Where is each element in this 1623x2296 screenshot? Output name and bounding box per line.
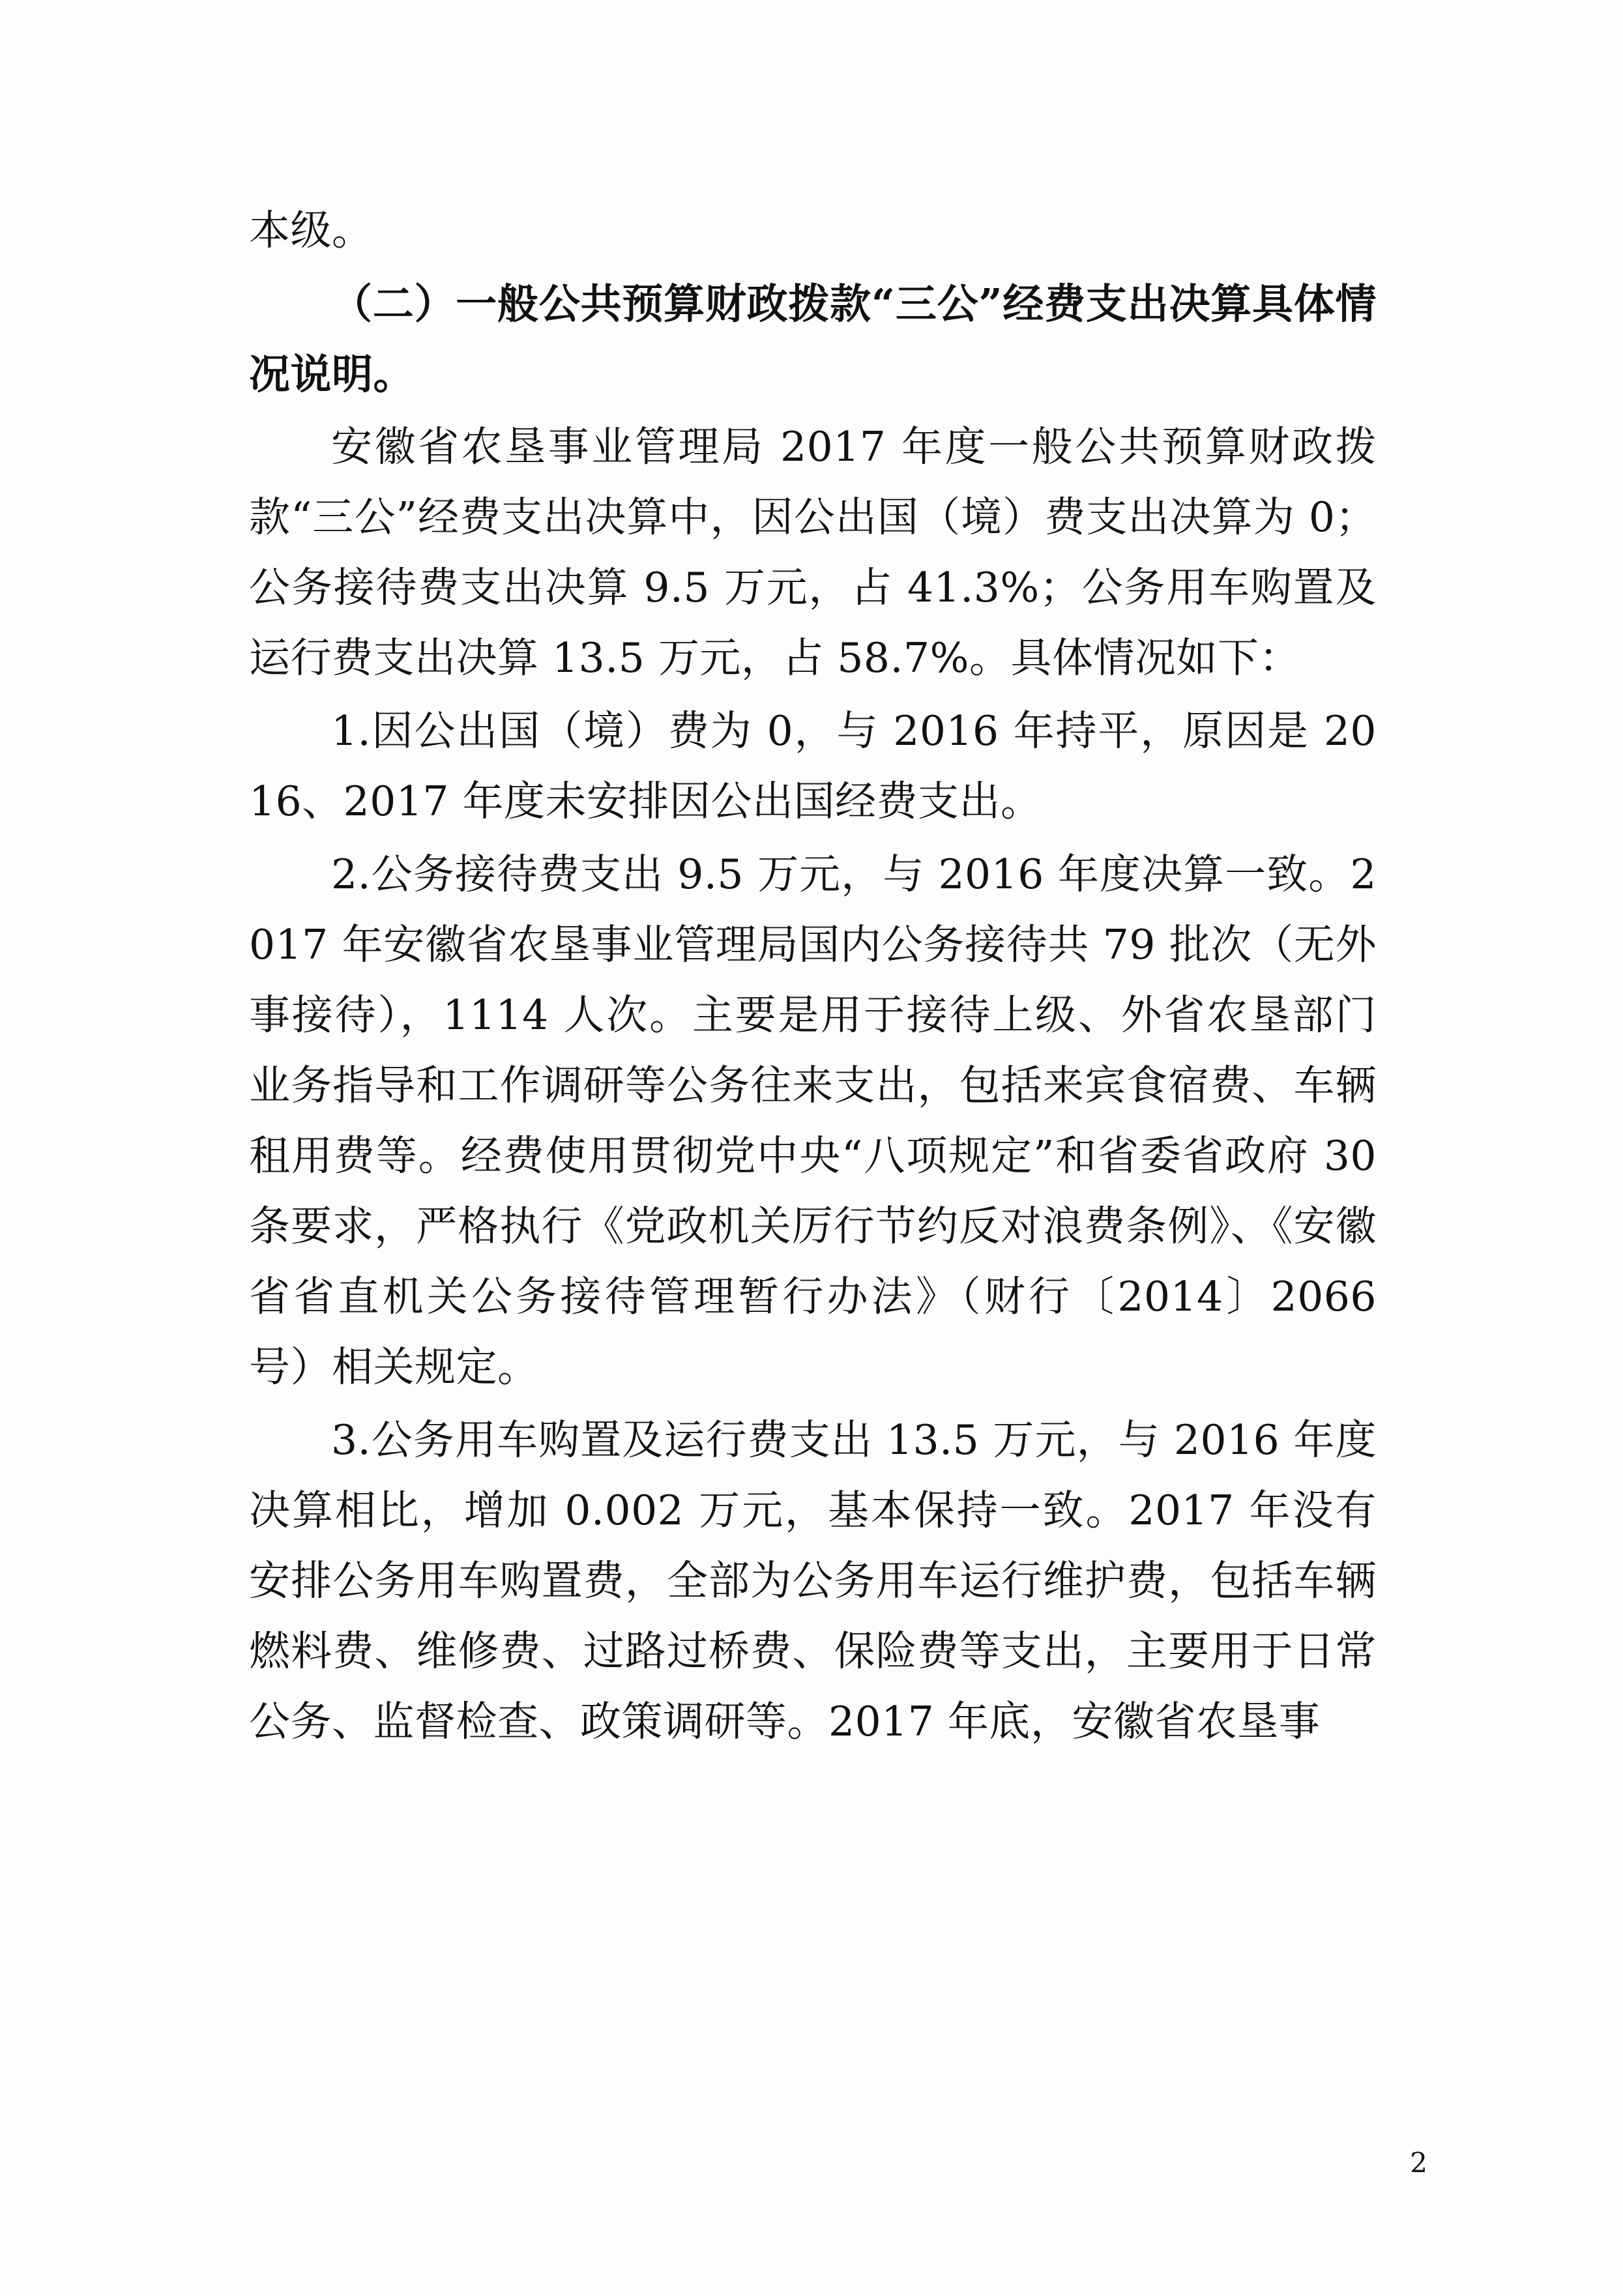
- paragraph-item-2: 2.公务接待费支出 9.5 万元，与 2016 年度决算一致。2017 年安徽省农垦事业管理局国内公务接待共 79 批次（无外事接待），1114 人次。主要是用于接待上级、外省农垦部门业务指导和工作调研等公务往来支出，包括来宾食宿费、车辆租用费等。经费使用贯彻党中央“八项规定”和省委省政府 30 条要求，严格执行《党政机关厉行节约反对浪费条例》、《安徽省省直机关公务接待管理暂行办法》（财行〔2014〕2066 号）相关规定。: [249, 850, 1377, 1391]
- paragraph-continuation: 本级。: [249, 207, 373, 254]
- document-body: [249, 196, 1377, 1760]
- paragraph-overview: 安徽省农垦事业管理局 2017 年度一般公共预算财政拨款“三公”经费支出决算中，因公出国（境）费支出决算为 0；公务接待费支出决算 9.5 万元，占 41.3%；公务用车购置及运行费支出决算 13.5 万元，占 58.7%。具体情况如下：: [249, 423, 1377, 682]
- paragraph-item-1: 1.因公出国（境）费为 0，与 2016 年持平，原因是 2016、2017 年度未安排因公出国经费支出。: [249, 707, 1377, 825]
- page-number: 2: [1410, 2147, 1427, 2179]
- section-heading-2: （二）一般公共预算财政拨款“三公”经费支出决算具体情况说明。: [249, 280, 1377, 398]
- paragraph-item-3: 3.公务用车购置及运行费支出 13.5 万元，与 2016 年度决算相比，增加 0.002 万元，基本保持一致。2017 年没有安排公务用车购置费，全部为公务用车运行维护费，包括车辆燃料费、维修费、过路过桥费、保险费等支出，主要用于日常公务、监督检查、政策调研等。2017 年底，安徽省农垦事: [249, 1416, 1377, 1745]
